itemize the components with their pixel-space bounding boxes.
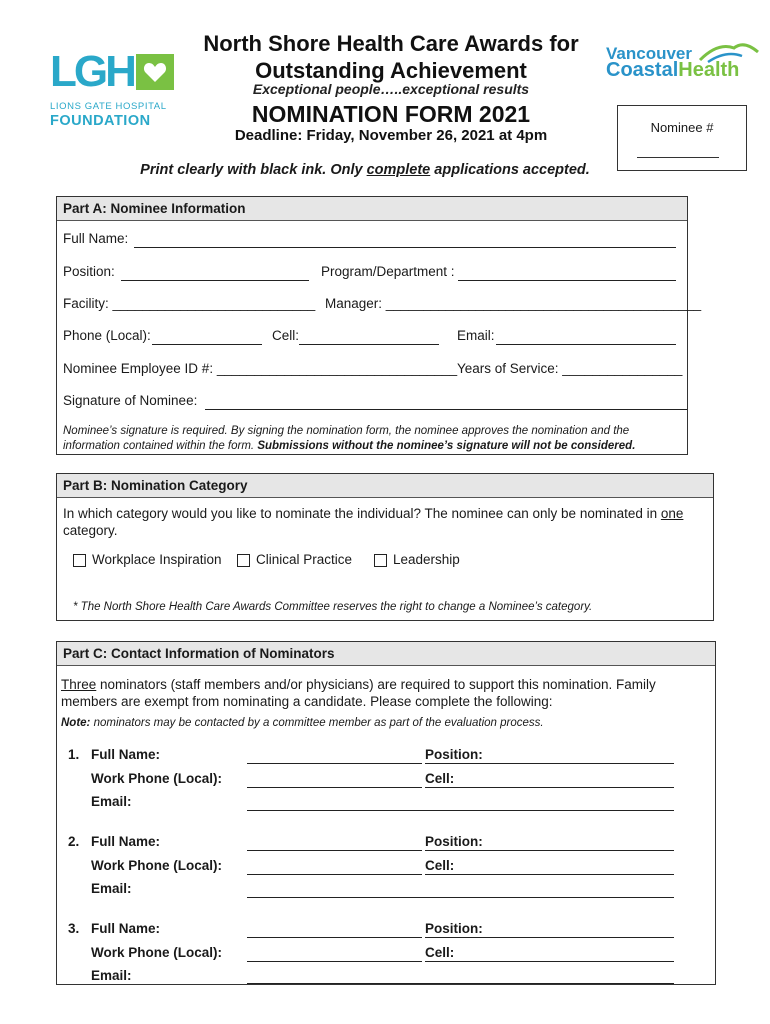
nominator-1-email-field[interactable]	[247, 810, 674, 811]
nominator-1-cell-label: Cell:	[425, 771, 455, 786]
checkbox-workplace-inspiration[interactable]	[73, 554, 86, 567]
nominator-1-full-name-field[interactable]	[247, 763, 422, 764]
full-name-field[interactable]	[134, 247, 676, 248]
phone-local-field[interactable]	[152, 344, 262, 345]
category-question-end: category.	[63, 523, 118, 538]
part-a-section	[56, 196, 702, 455]
nominator-3-position-field[interactable]	[425, 937, 674, 938]
nominators-intro-line2: members are exempt from nominating a candidate. Please complete the following:	[61, 694, 553, 709]
part-a-heading: Part A: Nominee Information	[57, 197, 687, 221]
checkbox-leadership[interactable]	[374, 554, 387, 567]
nominator-1-cell-field[interactable]	[425, 787, 674, 788]
part-c-section	[56, 641, 716, 985]
cell-label: Cell:	[272, 328, 300, 343]
checkbox-clinical-practice[interactable]	[237, 554, 250, 567]
option-clinical-practice-label: Clinical Practice	[256, 552, 353, 567]
nominee-number-field[interactable]	[637, 157, 719, 158]
nominators-intro-three: Three	[61, 677, 97, 692]
lgh-logo-foundation: FOUNDATION	[50, 113, 151, 129]
nominator-2-email-field[interactable]	[247, 897, 674, 898]
category-question-text: In which category would you like to nominate the individual? The nominee can only be nominated in	[63, 506, 661, 521]
heart-icon	[136, 54, 174, 90]
nominator-3-position-label: Position:	[425, 921, 483, 936]
nominator-2-position-label: Position:	[425, 834, 483, 849]
signature-note	[63, 424, 683, 454]
option-workplace-inspiration-label: Workplace Inspiration	[92, 552, 222, 567]
nominator-3-full-name-label: Full Name:	[91, 921, 161, 936]
nominator-1-full-name-label: Full Name:	[91, 747, 161, 762]
program-department-field[interactable]	[458, 280, 676, 281]
nominator-2-position-field[interactable]	[425, 850, 674, 851]
nominator-2-cell-field[interactable]	[425, 874, 674, 875]
nominator-3-work-phone-field[interactable]	[247, 961, 422, 962]
nominator-1-email-label: Email:	[91, 794, 132, 809]
page-title: North Shore Health Care Awards for Outstanding Achievement	[203, 31, 579, 83]
full-name-label: Full Name:	[63, 231, 129, 246]
form-title: NOMINATION FORM 2021	[251, 101, 531, 127]
instructions-text-2: applications accepted.	[430, 162, 590, 178]
vch-logo-coastal: Coastal	[606, 59, 679, 81]
nominee-number-label: Nominee #	[650, 120, 714, 135]
nominator-3-cell-field[interactable]	[425, 961, 674, 962]
years-of-service-field[interactable]: Years of Service: ________________	[457, 361, 683, 376]
category-question	[63, 505, 709, 539]
position-label: Position:	[63, 264, 115, 279]
nominator-2-number: 2.	[68, 834, 80, 849]
nominator-2-work-phone-field[interactable]	[247, 874, 422, 875]
deadline: Deadline: Friday, November 26, 2021 at 4pm	[234, 127, 548, 144]
signature-note-bold: Submissions without the nominee’s signature will not be considered.	[257, 440, 636, 452]
option-leadership-label: Leadership	[393, 552, 460, 567]
nominator-1-number: 1.	[68, 747, 80, 762]
instructions-text-1: Print clearly with black ink. Only	[140, 162, 367, 178]
program-department-label: Program/Department :	[321, 264, 455, 279]
category-question-one: one	[660, 506, 684, 521]
nominator-3-work-phone-label: Work Phone (Local):	[91, 945, 223, 960]
phone-local-label: Phone (Local):	[63, 328, 151, 343]
nominator-3-full-name-field[interactable]	[247, 937, 422, 938]
lgh-logo-subtitle: LIONS GATE HOSPITAL	[50, 101, 167, 112]
instructions-underlined: complete	[366, 162, 431, 178]
vch-logo-line2	[606, 59, 739, 82]
signature-label: Signature of Nominee:	[63, 393, 198, 408]
nominator-1-position-label: Position:	[425, 747, 483, 762]
lgh-foundation-logo	[50, 47, 180, 130]
nominator-1-work-phone-label: Work Phone (Local):	[91, 771, 223, 786]
signature-note-line2	[63, 439, 683, 454]
part-b-section	[56, 473, 714, 621]
employee-id-field[interactable]: Nominee Employee ID #: ________________________________	[63, 361, 458, 376]
part-b-heading: Part B: Nomination Category	[57, 474, 713, 498]
nominator-3-email-field[interactable]	[247, 983, 674, 984]
nominator-2-email-label: Email:	[91, 881, 132, 896]
nominator-3-number: 3.	[68, 921, 80, 936]
signature-note-line1: Nominee’s signature is required. By signing the nomination form, the nominee approves the nomination and the	[63, 425, 630, 437]
signature-field[interactable]	[205, 409, 687, 410]
part-c-heading: Part C: Contact Information of Nominators	[57, 642, 715, 666]
nominator-3-email-label: Email:	[91, 968, 132, 983]
email-label: Email:	[457, 328, 495, 343]
manager-field[interactable]: Manager: __________________________________________	[325, 296, 702, 311]
vch-logo-line1: Vancouver	[606, 44, 692, 63]
nominators-intro	[61, 676, 656, 710]
facility-field[interactable]: Facility: ___________________________	[63, 296, 316, 311]
cell-field[interactable]	[299, 344, 439, 345]
category-footnote: * The North Shore Health Care Awards Committee reserves the right to change a Nominee’s category.	[73, 601, 593, 613]
email-field[interactable]	[496, 344, 676, 345]
nominators-note	[61, 716, 544, 731]
position-field[interactable]	[121, 280, 309, 281]
tagline: Exceptional people…..exceptional results	[252, 81, 530, 97]
nominator-1-position-field[interactable]	[425, 763, 674, 764]
nominator-2-cell-label: Cell:	[425, 858, 455, 873]
signature-note-plain: information contained within the form.	[63, 440, 258, 452]
nominators-note-label: Note:	[61, 717, 91, 729]
nominators-intro-text: nominators (staff members and/or physicians) are required to support this nomination. Family	[96, 677, 656, 692]
nominator-2-work-phone-label: Work Phone (Local):	[91, 858, 223, 873]
nominator-2-full-name-label: Full Name:	[91, 834, 161, 849]
vancouver-coastal-health-logo	[602, 38, 762, 88]
instructions	[60, 162, 670, 178]
nominator-1-work-phone-field[interactable]	[247, 787, 422, 788]
nominator-2-full-name-field[interactable]	[247, 850, 422, 851]
lgh-logo-letters: LGH	[50, 47, 134, 96]
nominators-note-text: nominators may be contacted by a committee member as part of the evaluation process.	[90, 717, 544, 729]
nominator-3-cell-label: Cell:	[425, 945, 455, 960]
vch-logo-health: Health	[678, 59, 740, 81]
